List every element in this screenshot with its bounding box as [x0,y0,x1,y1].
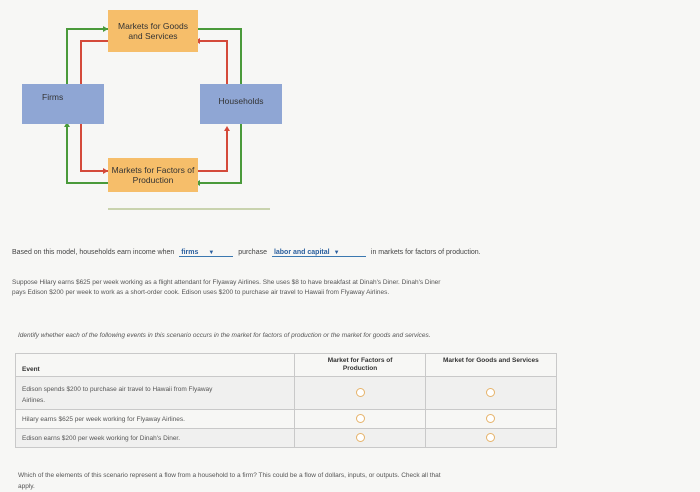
question-1-middle: purchase [238,249,267,256]
income-source-value: firms [181,249,199,256]
flow-line [226,130,228,172]
firms-box [22,84,104,124]
table-row [16,410,557,429]
flow-line [80,124,82,172]
event-column-header: Event [16,354,295,377]
flow-line [198,28,242,30]
goods-services-market-label: Markets for Goods and Services [118,21,188,41]
goods-radio[interactable] [486,414,495,423]
factors-option-cell [295,429,425,448]
event-cell [16,410,295,429]
goods-column-header [425,354,556,377]
factors-column-header-text: Market for Factors of Production [327,357,393,372]
question-2 [18,470,678,492]
factors-option-cell [295,377,425,410]
scenario-line-2: pays Edison $200 per week to work as a short-order cook. Edison uses $200 to purchase air travel to Hawaii from Flyaway Airlines. [12,289,390,296]
goods-option-cell [425,410,556,429]
question-2-line-1: Which of the elements of this scenario represent a flow from a household to a firm? This could be a flow of dollars, inputs, or outputs. Check all that [18,472,441,479]
event-text: Edison earns $200 per week working for Dinah's Diner. [22,434,181,442]
income-source-dropdown[interactable] [179,249,233,257]
households-box [200,84,282,124]
event-text: Airlines. [22,397,46,404]
factors-option-cell [295,410,425,429]
caret-down-icon: ▼ [333,250,340,256]
question-2-line-2: apply. [18,483,35,490]
flow-line [66,182,108,184]
firms-label: Firms [42,92,64,102]
flow-line [80,40,108,42]
question-1-prefix: Based on this model, households earn income when [12,249,175,256]
question-1 [12,249,481,257]
event-text: Edison spends $200 to purchase air travel to Hawaii from Flyaway [22,386,213,393]
event-cell [16,429,295,448]
table-row [16,429,557,448]
goods-radio[interactable] [486,388,495,397]
factors-market-box [108,158,198,192]
factors-radio[interactable] [356,433,365,442]
factors-radio[interactable] [356,414,365,423]
caret-down-icon: ▼ [208,250,215,256]
divider [108,208,270,210]
goods-radio[interactable] [486,433,495,442]
scenario-text [12,278,672,298]
factors-market-label: Markets for Factors of Production [111,165,195,185]
flow-line [240,28,242,88]
purchase-item-value: labor and capital [273,249,330,256]
flow-line [198,182,242,184]
event-cell [16,377,295,410]
goods-option-cell [425,377,556,410]
flow-line [66,28,108,30]
factors-radio[interactable] [356,388,365,397]
scenario-line-1: Suppose Hilary earns $625 per week working as a flight attendant for Flyaway Airlines. She uses $8 to have breakfast at Dinah's Diner. Dinah's Diner [12,279,441,286]
table-row [16,377,557,410]
goods-option-cell [425,429,556,448]
instruction-text: Identify whether each of the following events in this scenario occurs in the market for factors of production or the market for goods and services. [18,332,431,339]
arrow-up-icon [224,126,230,131]
flow-line [240,124,242,184]
households-label: Households [218,96,264,106]
flow-line [226,40,228,88]
table-header-row [16,354,557,377]
events-table [15,353,557,448]
flow-line [66,124,68,184]
goods-services-market-box [108,10,198,52]
flow-line [198,40,228,42]
question-1-suffix: in markets for factors of production. [370,249,481,256]
event-text: Hilary earns $625 per week working for Flyaway Airlines. [22,415,185,423]
goods-column-header-text: Market for Goods and Services [443,357,539,364]
purchase-item-dropdown[interactable] [272,249,366,257]
factors-column-header [295,354,425,377]
flow-line [198,170,228,172]
